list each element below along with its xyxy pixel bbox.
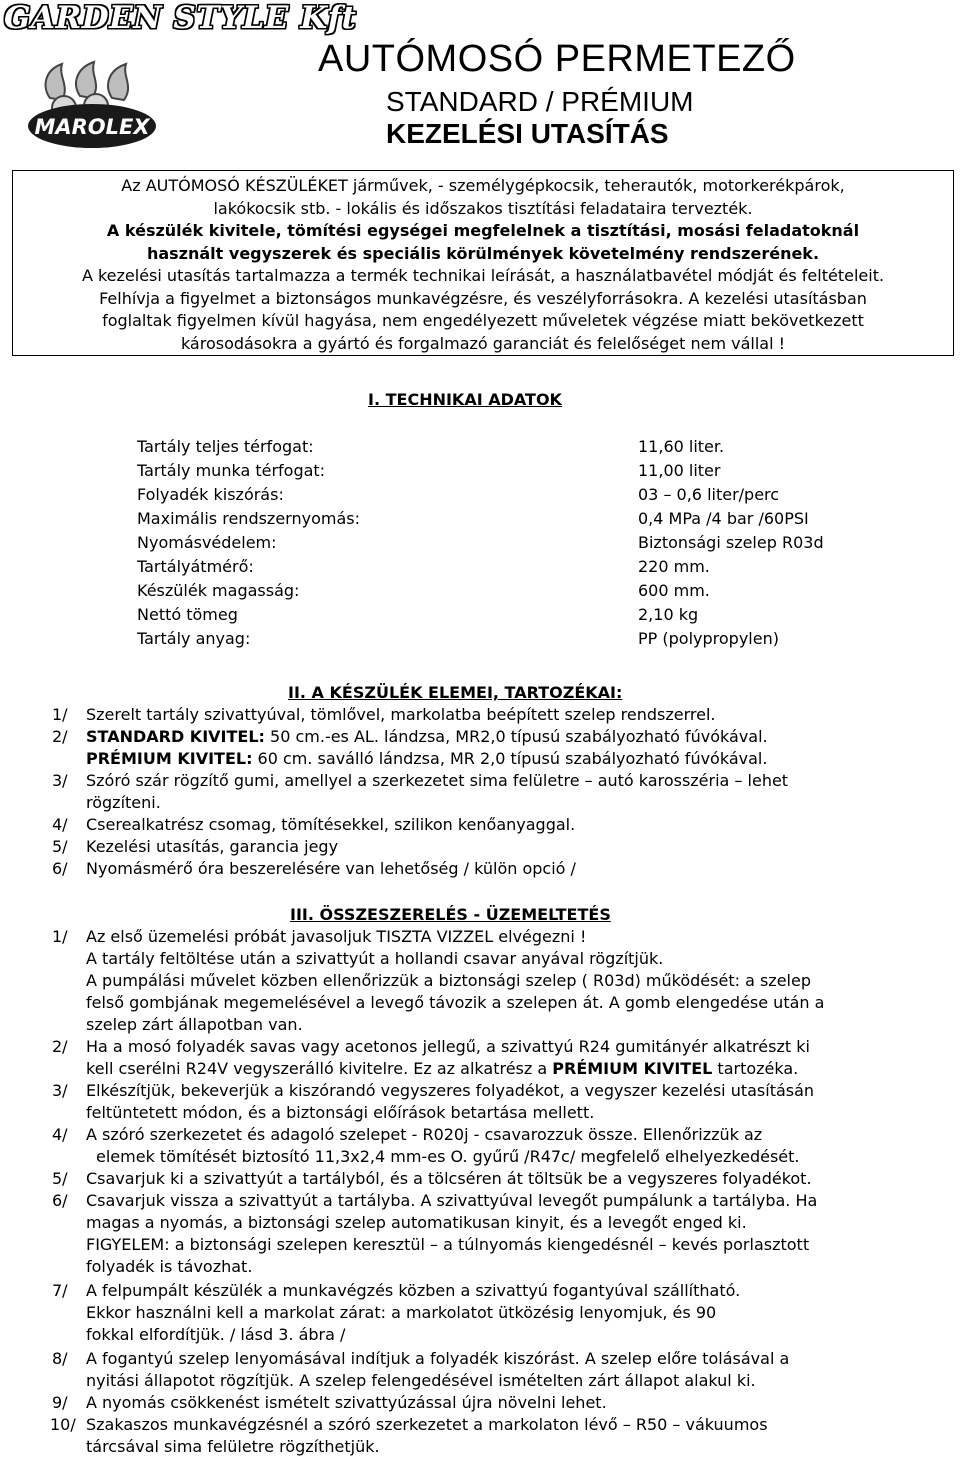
tech-value: 220 mm.	[638, 557, 710, 576]
tech-value: Biztonsági szelep R03d	[638, 533, 824, 552]
document-title: AUTÓMOSÓ PERMETEZŐ	[318, 38, 796, 80]
tech-label: Tartályátmérő:	[137, 557, 254, 576]
list-text: magas a nyomás, a biztonsági szelep automatikusan kinyit, és a levegőt enged ki.	[86, 1213, 747, 1232]
tech-value: 2,10 kg	[638, 605, 699, 624]
list-text: felső gombjának megemelésével a levegő távozik a szelepen át. A gomb elengedése után a	[86, 993, 825, 1012]
tech-label: Készülék magasság:	[137, 581, 300, 600]
list-text-part: 50 cm.-es AL. lándzsa, MR2,0 típusú szabályozható fúvókával.	[264, 727, 768, 746]
list-text: Elkészítjük, bekeverjük a kiszórandó vegyszeres folyadékot, a vegyszer kezelési utasításán	[86, 1081, 815, 1100]
list-text: A felpumpált készülék a munkavégzés közben a szivattyú fogantyúval szállítható.	[86, 1281, 741, 1300]
list-text: fokkal elfordítjük. / lásd 3. ábra /	[86, 1325, 346, 1344]
list-number: 5/	[52, 837, 68, 856]
tech-value: 11,00 liter	[638, 461, 721, 480]
intro-line: károsodásokra a gyártó és forgalmazó garanciát és felelőséget nem vállal !	[180, 333, 786, 353]
list-text: FIGYELEM: a biztonsági szelepen keresztül – a túlnyomás kiengedésnél – kevés porlasztott	[86, 1235, 810, 1254]
list-text-part: tartozéka.	[712, 1059, 799, 1078]
list-text: A tartály feltöltése után a szivattyút a hollandi csavar anyával rögzítjük.	[86, 949, 664, 968]
list-text: Csavarjuk ki a szivattyút a tartályból, és a tölcséren át töltsük be a vegyszeres folyadékot.	[86, 1169, 812, 1188]
list-text	[86, 749, 767, 768]
tech-value: 0,4 MPa /4 bar /60PSI	[638, 509, 809, 528]
list-number: 9/	[52, 1393, 68, 1412]
tech-value: 11,60 liter.	[638, 437, 725, 456]
list-text: Ekkor használni kell a markolat zárat: a markolatot ütközésig lenyomjuk, és 90	[86, 1303, 717, 1322]
list-number: 10/	[50, 1415, 76, 1434]
list-text: Szóró szár rögzítő gumi, amellyel a szerkezetet sima felületre – autó karosszéria – lehet	[86, 771, 789, 790]
list-text: A szóró szerkezetet és adagoló szelepet - R020j - csavarozzuk össze. Ellenőrizzük az	[86, 1125, 763, 1144]
list-text: Kezelési utasítás, garancia jegy	[86, 837, 339, 856]
tech-label: Tartály munka térfogat:	[137, 461, 326, 480]
tech-label: Tartály teljes térfogat:	[137, 437, 314, 456]
tech-label: Maximális rendszernyomás:	[137, 509, 360, 528]
list-text: szelep zárt állapotban van.	[86, 1015, 303, 1034]
list-text: Cserealkatrész csomag, tömítésekkel, szilikon kenőanyaggal.	[86, 815, 576, 834]
list-text: A nyomás csökkenést ismételt szivattyúzással újra növelni lehet.	[86, 1393, 607, 1412]
list-number: 1/	[52, 705, 68, 724]
list-text: elemek tömítését biztosító 11,3x2,4 mm-es O. gyűrű /R47c/ megfelelő elhelyezkedését.	[96, 1147, 800, 1166]
intro-line: foglaltak figyelmen kívül hagyása, nem engedélyezett műveletek végzése miatt bekövetkezett	[102, 311, 864, 330]
list-text: A pumpálási művelet közben ellenőrizzük a biztonsági szelep ( R03d) működését: a szelep	[86, 971, 811, 990]
list-number: 8/	[52, 1349, 68, 1368]
list-number: 3/	[52, 771, 68, 790]
intro-line: lakókocsik stb. - lokális és időszakos tisztítási feladataira tervezték.	[213, 198, 753, 218]
list-number: 6/	[52, 859, 68, 878]
list-text: nyitási állapotot rögzítjük. A szelep felengedésével ismételten zárt állapot alakul ki.	[86, 1371, 756, 1390]
list-text: Ha a mosó folyadék savas vagy acetonos jellegű, a szivattyú R24 gumitányér alkatrészt ki	[86, 1037, 810, 1056]
document-type: KEZELÉSI UTASÍTÁS	[386, 118, 669, 149]
tech-value: 03 – 0,6 liter/perc	[638, 485, 780, 504]
tech-value: 600 mm.	[638, 581, 710, 600]
list-number: 4/	[52, 1125, 68, 1144]
list-text: Az első üzemelési próbát javasoljuk TISZTA VIZZEL elvégezni !	[86, 927, 587, 946]
list-number: 7/	[52, 1281, 68, 1300]
marolex-logo	[22, 58, 162, 158]
list-text: A fogantyú szelep lenyomásával indítjuk a folyadék kiszórást. A szelep előre tolásával a	[86, 1349, 790, 1368]
list-text-part: kell cserélni R24V vegyszerálló kivitelre. Ez az alkatrész a	[86, 1059, 553, 1078]
list-text	[86, 727, 768, 746]
tech-label: Nettó tömeg	[137, 605, 238, 624]
brand-name: GARDEN STYLE Kft	[4, 0, 357, 36]
list-text: tárcsával sima felületre rögzíthetjük.	[86, 1437, 380, 1456]
tech-label: Tartály anyag:	[137, 629, 251, 648]
tech-label: Folyadék kiszórás:	[137, 485, 284, 504]
tech-label: Nyomásvédelem:	[137, 533, 277, 552]
list-number: 6/	[52, 1191, 68, 1210]
list-text: feltüntetett módon, és a biztonsági előírások betartása mellett.	[86, 1103, 595, 1122]
list-number: 2/	[52, 1037, 68, 1056]
list-text: rögzíteni.	[86, 793, 161, 812]
list-text: Szerelt tartály szivattyúval, tömlővel, markolatba beépített szelep rendszerrel.	[86, 705, 716, 724]
section-heading-technical: I. TECHNIKAI ADATOK	[368, 390, 562, 409]
list-number: 1/	[52, 927, 68, 946]
list-text: folyadék is távozhat.	[86, 1257, 253, 1276]
list-text: Nyomásmérő óra beszerelésére van lehetőség / külön opció /	[86, 859, 576, 878]
intro-line: Az AUTÓMOSÓ KÉSZÜLÉKET járművek, - személygépkocsik, teherautók, motorkerékpárok,	[121, 176, 845, 195]
logo-text: MAROLEX	[34, 115, 150, 139]
list-text	[86, 1059, 798, 1078]
premium-variant-label: PRÉMIUM KIVITEL	[552, 1059, 713, 1078]
premium-variant-label: PRÉMIUM KIVITEL:	[86, 749, 253, 768]
intro-line: Felhívja a figyelmet a biztonságos munkavégzésre, és veszélyforrásokra. A kezelési utasításban	[99, 288, 867, 308]
list-number: 5/	[52, 1169, 68, 1188]
list-text: Csavarjuk vissza a szivattyút a tartályba. A szivattyúval levegőt pumpálunk a tartályba. Ha	[86, 1191, 818, 1210]
intro-line-bold: A készülék kivitele, tömítési egységei megfelelnek a tisztítási, mosási feladatoknál	[106, 221, 860, 240]
tech-value: PP (polypropylen)	[638, 629, 779, 648]
section-heading-assembly: III. ÖSSZESZERELÉS - ÜZEMELTETÉS	[290, 905, 611, 924]
intro-line: A kezelési utasítás tartalmazza a termék technikai leírását, a használatbavétel módját és feltételeit.	[81, 266, 885, 285]
list-number: 4/	[52, 815, 68, 834]
list-text-part: 60 cm. saválló lándzsa, MR 2,0 típusú szabályozható fúvókával.	[252, 749, 768, 768]
list-number: 2/	[52, 727, 68, 746]
standard-variant-label: STANDARD KIVITEL:	[86, 727, 265, 746]
intro-line-bold: használt vegyszerek és speciális körülmények követelmény rendszerének.	[146, 243, 820, 263]
list-text: Szakaszos munkavégzésnél a szóró szerkezetet a markolaton lévő – R50 – vákuumos	[86, 1415, 768, 1434]
list-number: 3/	[52, 1081, 68, 1100]
section-heading-components: II. A KÉSZÜLÉK ELEMEI, TARTOZÉKAI:	[288, 683, 623, 702]
document-subtitle: STANDARD / PRÉMIUM	[386, 86, 694, 117]
intro-box	[12, 170, 954, 356]
